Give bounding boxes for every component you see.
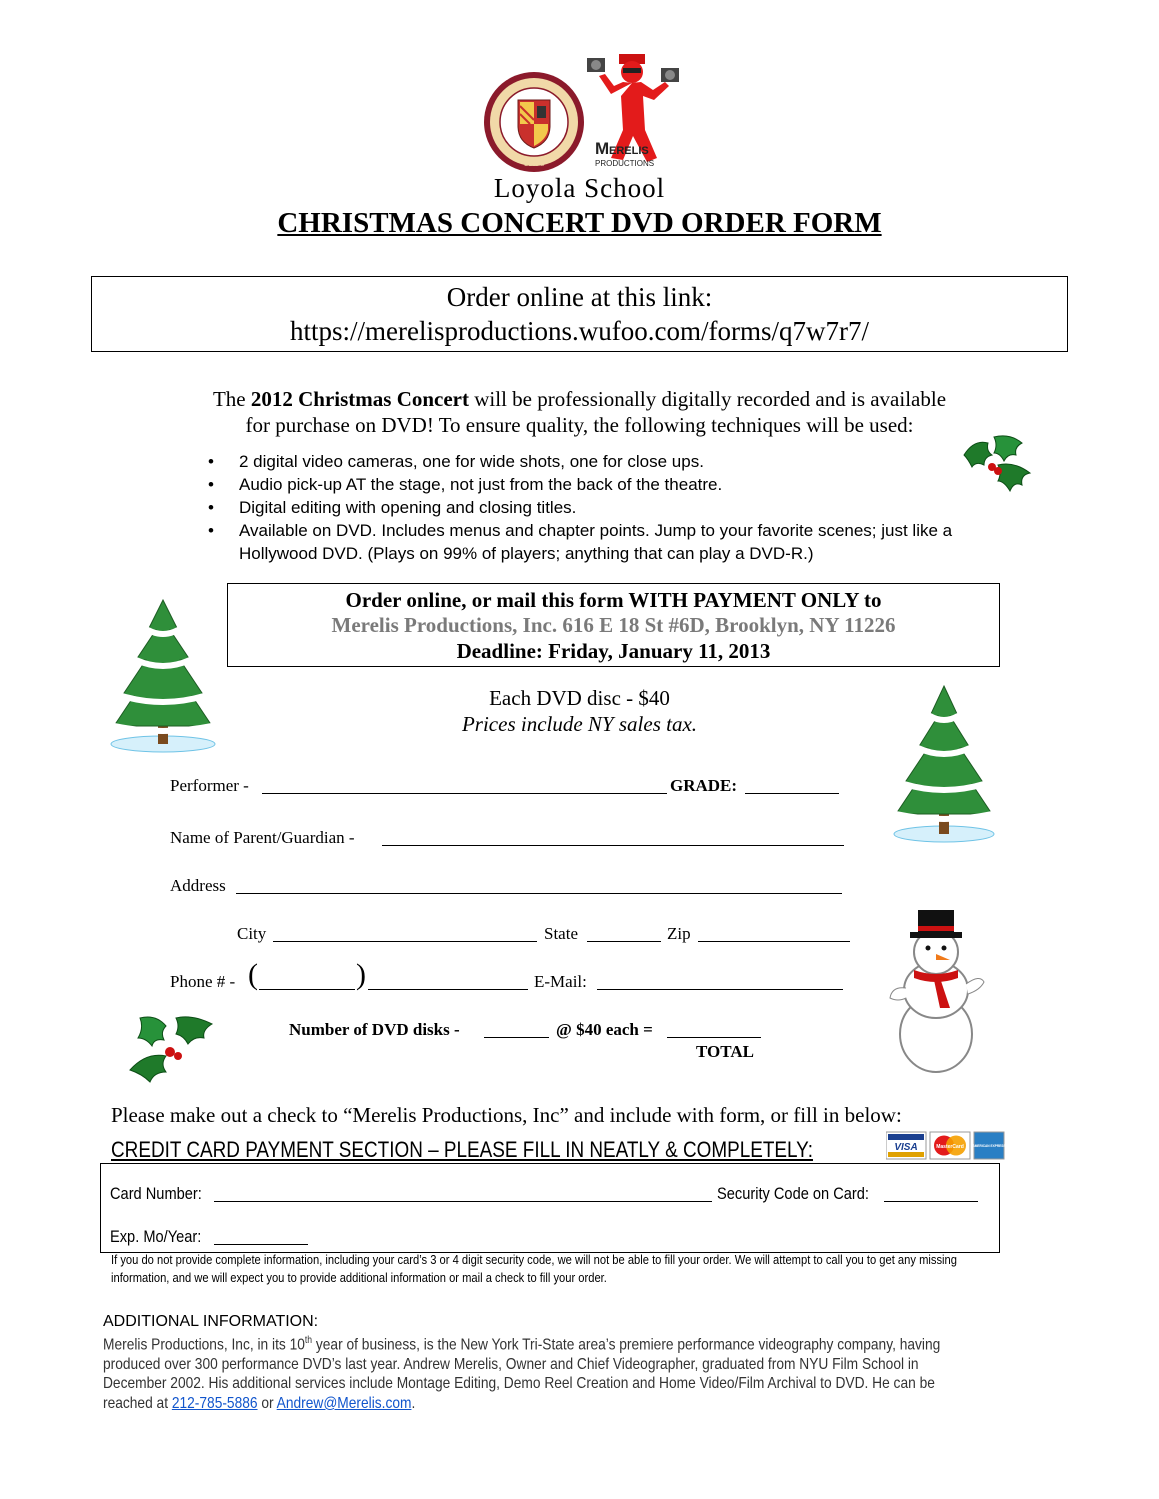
state-label: State: [544, 924, 578, 943]
dvd-count-label: Number of DVD disks -: [289, 1020, 460, 1039]
cc-notice-text: If you do not provide complete information, including your card’s 3 or 4 digit security code, we will not be able to fill your order. We will attempt to call you to get any missing information, and we will expect you to provide additional information or mail a check to fill your order.: [111, 1252, 957, 1285]
phone-paren-open: (: [248, 958, 258, 991]
online-order-link[interactable]: https://merelisproductions.wufoo.com/forms/q7w7r7/: [290, 316, 869, 346]
intro-pre: The: [212, 387, 251, 411]
holly-icon: [126, 1012, 216, 1084]
area-code-input[interactable]: [259, 989, 355, 990]
phone-label: Phone # -: [170, 972, 236, 991]
additional-sup: th: [304, 1335, 313, 1346]
total-input[interactable]: [667, 1037, 761, 1038]
phone-input[interactable]: [368, 989, 528, 990]
intro-post: will be professionally digitally recorded and is available: [469, 387, 947, 411]
phone-paren-close: ): [356, 958, 366, 991]
mail-address: Merelis Productions, Inc. 616 E 18 St #6D, Brooklyn, NY 11226: [331, 613, 896, 637]
bullet-text: Digital editing with opening and closing titles.: [239, 498, 577, 517]
intro-line-1: [0, 386, 1159, 412]
cc-notice: [111, 1251, 988, 1287]
page-title: CHRISTMAS CONCERT DVD ORDER FORM: [277, 207, 882, 239]
parent-label: Name of Parent/Guardian -: [170, 828, 355, 847]
additional-heading: ADDITIONAL INFORMATION:: [103, 1313, 319, 1330]
intro-bold: 2012 Christmas Concert: [250, 387, 469, 411]
check-instructions: Please make out a check to “Merelis Productions, Inc” and include with form, or fill in below:: [111, 1103, 902, 1127]
svg-text:PRODUCTIONS: PRODUCTIONS: [595, 159, 655, 168]
phone-link[interactable]: 212-785-5886: [171, 1394, 258, 1412]
performer-input[interactable]: [262, 793, 667, 794]
parent-input[interactable]: [382, 845, 844, 846]
amex-icon: AMERICAN EXPRESS: [972, 1144, 1006, 1148]
city-input[interactable]: [273, 941, 537, 942]
merelis-logo-graphic: [583, 50, 683, 174]
bullet-text: 2 digital video cameras, one for wide shots, one for close ups.: [239, 452, 704, 471]
exp-label: Exp. Mo/Year:: [110, 1227, 202, 1246]
merelis-logo: [583, 50, 683, 174]
dvd-price-label: @ $40 each =: [556, 1020, 653, 1039]
total-label: TOTAL: [696, 1042, 754, 1061]
email-label: E-Mail:: [534, 972, 587, 991]
snowy-tree-icon: [108, 596, 218, 756]
list-item: • Audio pick-up AT the stage, not just from the back of the theatre.: [208, 475, 723, 494]
visa-icon: VISA: [894, 1142, 918, 1153]
bullet-list: [205, 450, 995, 565]
seal-text: 1900: [523, 157, 545, 169]
additional-text: [103, 1331, 972, 1413]
card-number-input[interactable]: [214, 1201, 712, 1202]
performer-label: Performer -: [170, 776, 249, 795]
price-tax-note: Prices include NY sales tax.: [461, 712, 698, 736]
address-label: Address: [170, 876, 226, 895]
bullet-text: Audio pick-up AT the stage, not just from the back of the theatre.: [239, 475, 723, 494]
cc-section-header: CREDIT CARD PAYMENT SECTION – PLEASE FILL IN NEATLY & COMPLETELY:: [111, 1137, 813, 1162]
bullet-text: Available on DVD. Includes menus and chapter points. Jump to your favorite scenes; just like a Hollywood DVD. (Plays on 99% of players; anything that can play a DVD-R.): [239, 521, 953, 563]
mastercard-icon: MasterCard: [936, 1144, 964, 1150]
zip-input[interactable]: [698, 941, 850, 942]
email-link[interactable]: Andrew@Merelis.com: [276, 1394, 412, 1412]
additional-or: or: [257, 1394, 277, 1412]
list-item: • Digital editing with opening and closing titles.: [208, 498, 577, 517]
additional-p1: Merelis Productions, Inc, in its 10: [103, 1336, 305, 1354]
holly-icon: [958, 433, 1034, 495]
security-code-input[interactable]: [884, 1201, 978, 1202]
city-label: City: [237, 924, 267, 943]
grade-label: GRADE:: [670, 776, 738, 795]
card-logos: [886, 1131, 1006, 1161]
grade-input[interactable]: [745, 793, 839, 794]
additional-p2: year of business, is the New York Tri-State area’s premiere performance videography company, having produced over 300 performance DVD’s last year. Andrew Merelis, Owner and Chief Videographer, graduated from NYU Film School in December 2002. His additional services include Montage Editing, Demo Reel Creation and Home Video/Film Archival to DVD. He can be reached at: [103, 1336, 941, 1412]
snowman-icon: [884, 904, 988, 1074]
school-name: Loyola School: [493, 173, 666, 203]
additional-body: [103, 1331, 972, 1413]
additional-end: .: [411, 1394, 416, 1412]
online-order-text: Order online at this link:: [446, 282, 713, 312]
exp-input[interactable]: [214, 1244, 308, 1245]
zip-label: Zip: [667, 924, 691, 943]
card-number-label: Card Number:: [110, 1184, 202, 1203]
loyola-seal-graphic: [482, 70, 586, 174]
security-code-label: Security Code on Card:: [717, 1184, 869, 1203]
mail-order-line: Order online, or mail this form WITH PAYMENT ONLY to: [345, 588, 882, 612]
price-each: Each DVD disc - $40: [489, 686, 670, 710]
address-input[interactable]: [236, 893, 842, 894]
deadline: Deadline: Friday, January 11, 2013: [456, 639, 771, 663]
list-item: • Available on DVD. Includes menus and chapter points. Jump to your favorite scenes; just like a Hollywood DVD. (Plays on 99% of players; anything that can play a DVD-R.): [208, 521, 953, 563]
list-item: • 2 digital video cameras, one for wide shots, one for close ups.: [208, 452, 704, 471]
dvd-count-input[interactable]: [484, 1037, 549, 1038]
state-input[interactable]: [587, 941, 661, 942]
svg-text:ERELIS: ERELIS: [609, 145, 649, 157]
card-logos-graphic: [886, 1131, 1006, 1161]
snowy-tree-icon: [892, 682, 996, 846]
intro-line-2: for purchase on DVD! To ensure quality, the following techniques will be used:: [245, 413, 914, 437]
merelis-logo-text: M: [595, 139, 610, 158]
loyola-seal: [482, 70, 586, 174]
email-input[interactable]: [597, 989, 843, 990]
cc-box: [100, 1163, 1000, 1253]
